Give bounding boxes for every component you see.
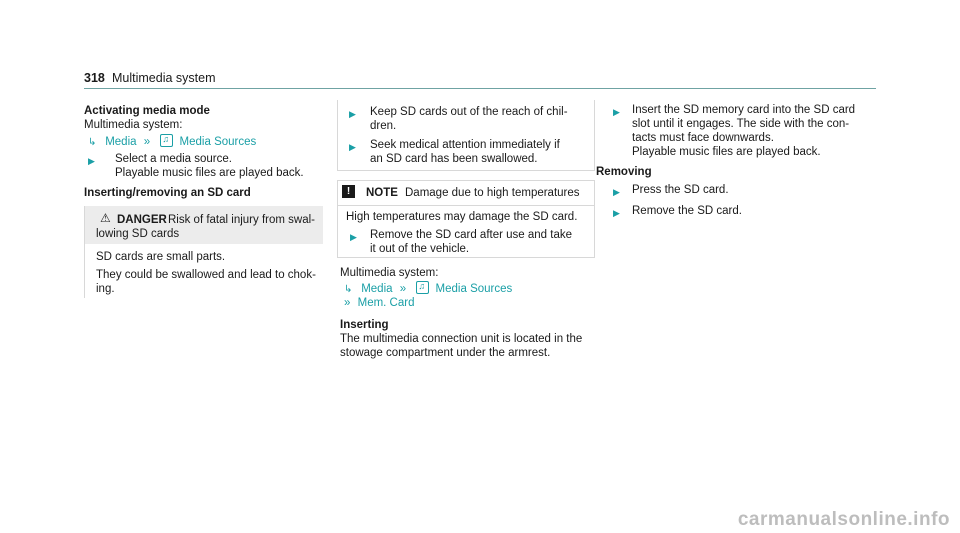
step-bullet-icon: ▶ [349, 109, 356, 119]
menu-path [84, 134, 256, 150]
bullet-medical-2: an SD card has been swallowed. [370, 153, 538, 165]
header-rule [84, 88, 876, 89]
note-bullet-1: Remove the SD card after use and take [370, 229, 572, 241]
danger-label: DANGER [117, 214, 167, 226]
path-media-sources[interactable]: Media Sources [435, 283, 513, 295]
step-insert-result: Playable music files are played back. [632, 146, 821, 158]
danger-body2b: ing. [96, 283, 115, 295]
danger-body1: SD cards are small parts. [96, 251, 226, 263]
path-arrow-icon: ↳ [344, 284, 353, 295]
media-sources-icon [160, 134, 173, 147]
note-title: Damage due to high temperatures [405, 187, 580, 199]
bullet-keep-away-2: dren. [370, 120, 397, 132]
media-sources-icon [416, 281, 429, 294]
danger-title-line1: Risk of fatal injury from swal- [168, 214, 315, 226]
heading-inserting: Inserting [340, 319, 389, 331]
note-label: NOTE [366, 187, 398, 199]
step-bullet-icon: ▶ [88, 156, 95, 166]
step-insert-1: Insert the SD memory card into the SD card [632, 104, 856, 116]
bullet-medical-1: Seek medical attention immediately if [370, 139, 560, 151]
danger-continuation-box [337, 100, 595, 171]
warning-triangle-icon: ⚠ [100, 211, 111, 225]
note-box [337, 180, 595, 258]
double-chevron-icon: » [399, 283, 407, 295]
step-insert-3: tacts must face downwards. [632, 132, 774, 144]
path-media[interactable]: Media [105, 136, 137, 148]
step-result: Playable music files are played back. [115, 167, 304, 179]
step-bullet-icon: ▶ [349, 142, 356, 152]
menu-path-2 [340, 281, 512, 297]
step-bullet-icon: ▶ [613, 187, 620, 197]
path-intro: Multimedia system: [84, 119, 183, 131]
danger-title-line2: lowing SD cards [96, 228, 180, 240]
note-icon: ! [342, 185, 355, 198]
step-insert-2: slot until it engages. The side with the con- [632, 118, 850, 130]
path-arrow-icon: ↳ [88, 137, 97, 148]
inserting-text-1: The multimedia connection unit is located in the [340, 333, 583, 345]
step-bullet-icon: ▶ [350, 232, 357, 242]
heading-activating-media-mode: Activating media mode [84, 105, 210, 117]
double-chevron-icon: » [143, 136, 151, 148]
page-header-title: Multimedia system [112, 71, 216, 85]
step-press-card: Press the SD card. [632, 184, 729, 196]
path-media-sources[interactable]: Media Sources [179, 136, 257, 148]
note-divider [338, 205, 594, 206]
path-media[interactable]: Media [361, 283, 393, 295]
heading-removing: Removing [596, 166, 652, 178]
site-watermark: carmanualsonline.info [737, 509, 950, 530]
danger-box [84, 206, 323, 298]
step-remove-card: Remove the SD card. [632, 205, 742, 217]
note-body: High temperatures may damage the SD card. [346, 211, 578, 223]
inserting-text-2: stowage compartment under the armrest. [340, 347, 551, 359]
double-chevron-icon: » [344, 297, 351, 309]
step-select-source: Select a media source. [115, 153, 232, 165]
path-mem-card[interactable]: Mem. Card [357, 297, 415, 309]
danger-body2a: They could be swallowed and lead to chok- [96, 269, 316, 281]
step-bullet-icon: ▶ [613, 107, 620, 117]
step-bullet-icon: ▶ [613, 208, 620, 218]
note-bullet-2: it out of the vehicle. [370, 243, 470, 255]
heading-inserting-removing: Inserting/removing an SD card [84, 187, 251, 199]
path-intro-2: Multimedia system: [340, 267, 439, 279]
bullet-keep-away-1: Keep SD cards out of the reach of chil- [370, 106, 568, 118]
page-number: 318 [84, 71, 105, 85]
menu-path-2-line2 [344, 296, 414, 310]
